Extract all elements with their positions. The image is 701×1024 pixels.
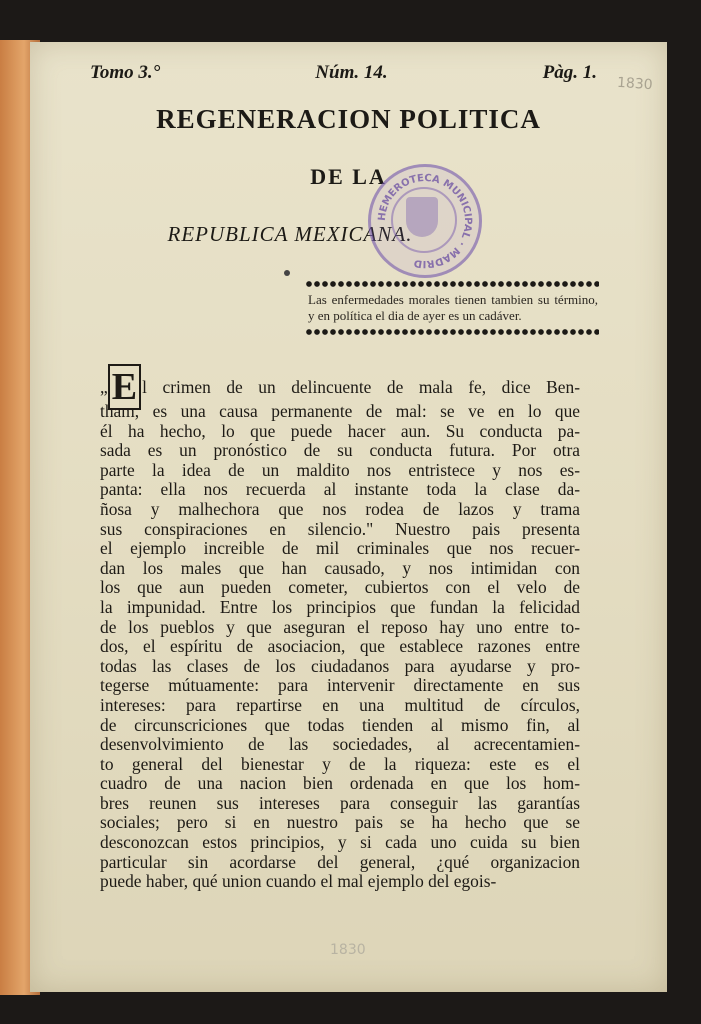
volume-label: Tomo 3.° — [90, 62, 161, 83]
body-line: tegerse mútuamente: para intervenir directamente en sus — [100, 675, 580, 696]
body-line: ñosa y malhechora que nos rodea de lazos y trama — [100, 498, 580, 519]
body-line: intereses: para repartirse en una multitud de círculos, — [100, 694, 580, 715]
body-line: „ E l crimen de un delincuente de mala fe, dice Ben- — [100, 366, 580, 408]
body-line: el ejemplo increible de mil criminales que nos recuer- — [100, 538, 580, 559]
body-line: la impunidad. Entre los principios que fundan la felicidad — [100, 596, 580, 617]
body-line: parte la idea de un maldito nos entristece y nos es- — [100, 459, 580, 480]
epigraph-text: Las enfermedades morales tienen tambien su término, y en política el dia de ayer es un cadáver. — [308, 292, 598, 323]
masthead-subtitle: DE LA — [310, 164, 387, 189]
body-line: desenvolvimiento de las sociedades, al acrecentamien- — [100, 734, 580, 755]
ornament-rule-top — [305, 280, 599, 288]
svg-text:HEMEROTECA MUNICIPAL · MADRID: HEMEROTECA MUNICIPAL · MADRID — [376, 172, 474, 270]
body-line: to general del bienestar y de la riqueza: este es el — [100, 753, 580, 774]
document-page — [30, 42, 667, 992]
body-line: particular sin acordarse del general, ¿qué organizacion — [100, 851, 580, 872]
ornament-rule-bottom — [305, 328, 599, 336]
body-line: sus conspiraciones en silencio." Nuestro pais presenta — [100, 518, 580, 539]
crest-icon — [406, 197, 438, 237]
page-number: Pàg. 1. — [542, 62, 597, 83]
body-line: todas las clases de los ciudadanos para ayudarse y pro- — [100, 655, 580, 676]
body-line: puede haber, qué union cuando el mal ejemplo del egois- — [100, 871, 497, 892]
body-line: tham, es una causa permanente de mal: se ve en lo que — [100, 401, 580, 421]
masthead-title: REGENERACION POLITICA — [156, 104, 541, 134]
drop-cap: E — [108, 364, 141, 410]
epigraph-block — [302, 280, 602, 336]
pencil-annotation: 1830 — [616, 74, 654, 94]
body-line: sociales; pero si en nuestro pais se ha hecho que se — [100, 812, 580, 833]
pencil-annotation-bottom: 1830 — [330, 942, 366, 958]
body-line: sada es un pronóstico de su conducta futura. Por otra — [100, 440, 580, 461]
issue-number: Núm. 14. — [315, 62, 388, 83]
ink-dot — [284, 270, 290, 276]
body-line: de circunscriciones que todas tienden al mismo fin, al — [100, 714, 580, 735]
body-line: desconozcan estos principios, y si cada uno cuida su bien — [100, 832, 580, 853]
masthead-country: REPUBLICA MEXICANA. — [167, 222, 413, 246]
body-line: panta: ella nos recuerda al instante toda la clase da- — [100, 479, 580, 500]
body-line: dan los males que han causado, y nos intimidan con — [100, 557, 580, 578]
body-line: él ha hecho, lo que puede hacer aun. Su conducta pa- — [100, 420, 580, 441]
page-header — [90, 62, 597, 84]
library-stamp — [368, 164, 482, 278]
article-body — [100, 366, 580, 892]
body-line: los que aun pueden cometer, cubiertos con el velo de — [100, 577, 580, 598]
body-line: bres reunen sus intereses para conseguir las garantías — [100, 792, 580, 813]
body-line: de los pueblos y que aseguran el reposo hay uno entre to- — [100, 616, 580, 637]
body-line: dos, el espíritu de asociacion, que establece razones entre — [100, 636, 580, 657]
body-line: cuadro de una nacion bien ordenada en que los hom- — [100, 773, 580, 794]
